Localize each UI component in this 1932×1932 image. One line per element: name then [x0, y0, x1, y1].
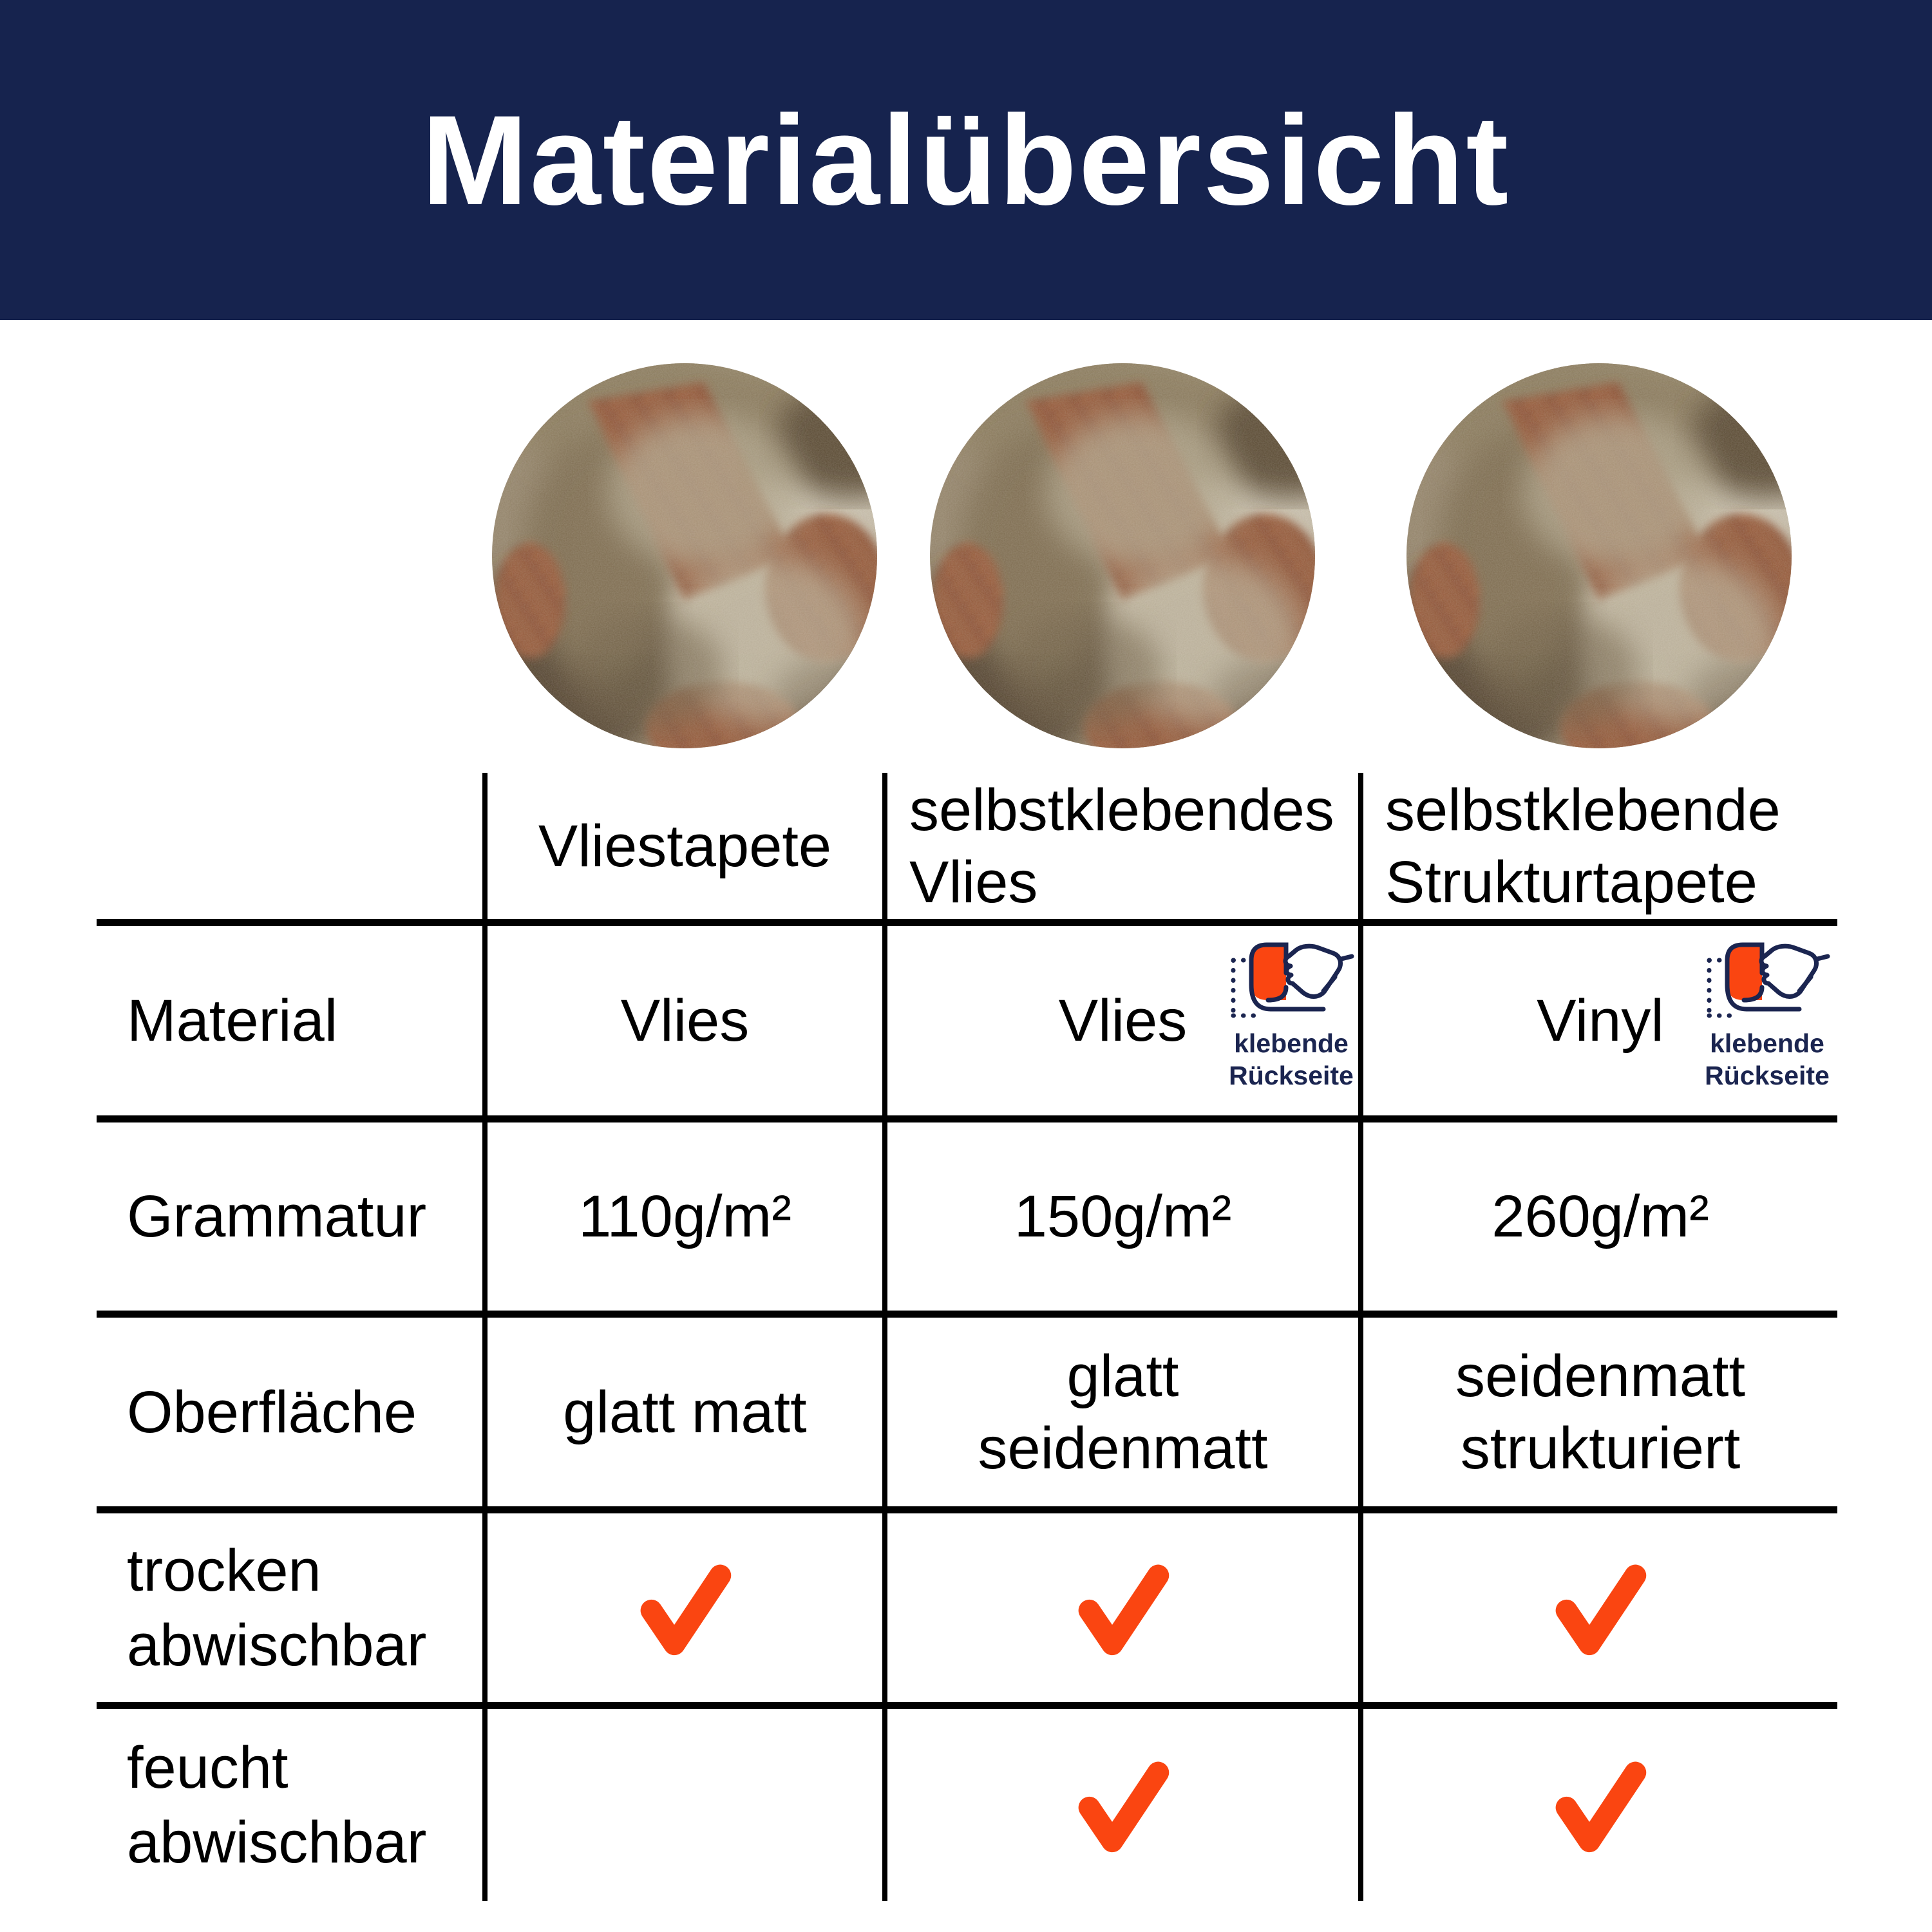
feucht-check-col2 — [887, 1709, 1358, 1901]
oberflaeche-value-col3: seidenmatt strukturiert — [1455, 1343, 1746, 1481]
column-header-vliestapete: Vliestapete — [538, 813, 832, 879]
table-divider-row-5 — [97, 1702, 1837, 1709]
oberflaeche-value-col1: glatt matt — [563, 1379, 807, 1445]
title-band — [0, 0, 1932, 320]
material-value-col1: Vlies — [620, 988, 750, 1054]
check-icon — [1075, 1560, 1171, 1656]
product-image-selbstklebendes-vlies — [929, 363, 1316, 749]
adhesive-back-icon — [1227, 937, 1356, 1021]
trocken-check-col1 — [488, 1513, 882, 1702]
check-icon — [1552, 1757, 1649, 1853]
adhesive-back-icon — [1703, 937, 1832, 1021]
grammatur-value-col2: 150g/m² — [1014, 1184, 1232, 1249]
row-label-oberflaeche: Oberfläche — [127, 1379, 417, 1445]
table-divider-row-2 — [97, 1115, 1837, 1122]
table-divider-row-1 — [97, 919, 1837, 926]
adhesive-back-badge-col3 — [1703, 937, 1832, 1092]
row-label-grammatur: Grammatur — [127, 1184, 427, 1249]
material-value-col2: Vlies — [1058, 988, 1188, 1054]
column-header-selbstklebendes-vlies: selbstklebendes Vlies — [909, 777, 1334, 915]
trocken-check-col2 — [887, 1513, 1358, 1702]
table-divider-vertical-2 — [882, 773, 887, 1901]
grammatur-value-col1: 110g/m² — [578, 1184, 791, 1249]
check-icon — [1075, 1757, 1171, 1853]
adhesive-back-label: klebende Rückseite — [1229, 1028, 1354, 1090]
column-header-strukturtapete: selbstklebende Strukturtapete — [1385, 777, 1781, 915]
product-image-vliestapete — [491, 363, 878, 749]
oberflaeche-value-col2: glatt seidenmatt — [978, 1343, 1268, 1481]
trocken-check-col3 — [1363, 1513, 1837, 1702]
adhesive-back-label: klebende Rückseite — [1705, 1028, 1830, 1090]
adhesive-back-badge-col2 — [1227, 937, 1356, 1092]
row-label-feucht-abwischbar: feucht abwischbar — [127, 1735, 427, 1875]
table-divider-vertical-3 — [1358, 773, 1363, 1901]
table-divider-row-4 — [97, 1506, 1837, 1513]
table-divider-row-3 — [97, 1311, 1837, 1318]
check-icon — [1552, 1560, 1649, 1656]
table-divider-vertical-1 — [482, 773, 488, 1901]
row-label-trocken-abwischbar: trocken abwischbar — [127, 1537, 427, 1678]
page-title: Materialübersicht — [421, 89, 1511, 231]
check-icon — [637, 1560, 734, 1656]
material-value-col3: Vinyl — [1537, 988, 1664, 1054]
grammatur-value-col3: 260g/m² — [1492, 1184, 1709, 1249]
product-image-strukturtapete — [1406, 363, 1792, 749]
row-label-material: Material — [127, 988, 338, 1054]
feucht-check-col3 — [1363, 1709, 1837, 1901]
